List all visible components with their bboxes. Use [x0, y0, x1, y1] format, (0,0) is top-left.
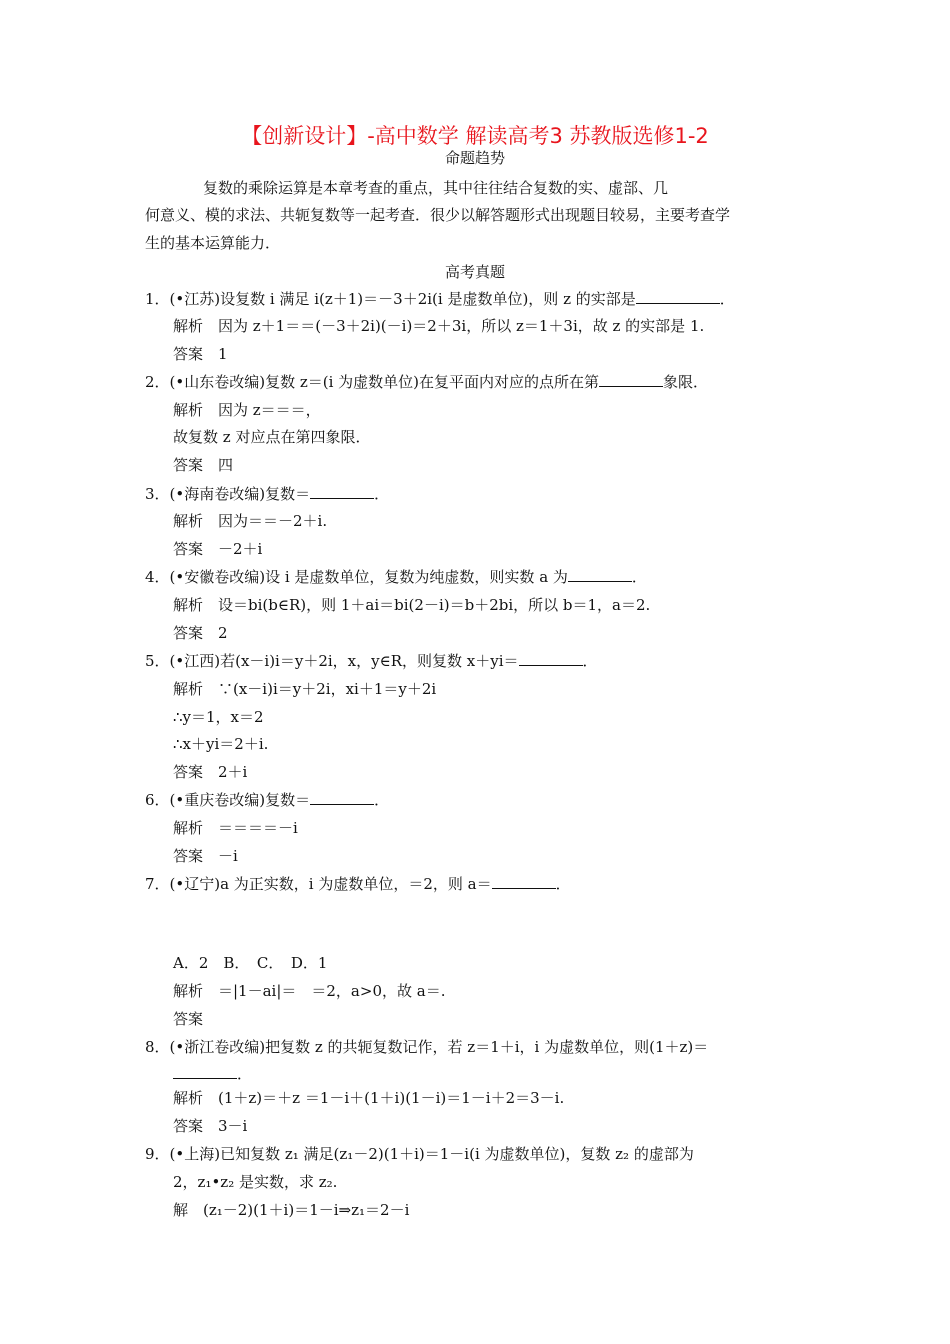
- choices-7: A．2 B． C． D．1: [173, 954, 328, 972]
- answer-blank: [310, 790, 374, 805]
- question-4: 4．(•安徽卷改编)设 i 是虚数单位，复数为纯虚数，则实数 a 为 ．: [145, 568, 647, 586]
- solution-6: 解析 ＝＝＝＝－i: [173, 819, 298, 837]
- question-2: 2．(•山东卷改编)复数 z＝(i 为虚数单位)在复平面内对应的点所在第 象限．: [145, 373, 709, 391]
- answer-5: 答案 2＋i: [173, 763, 248, 781]
- question-6: 6．(•重庆卷改编)复数＝ ．: [145, 791, 390, 809]
- question-8-line-2: ．: [173, 1064, 252, 1084]
- answer-2: 答案 四: [173, 456, 234, 474]
- section-heading-exam: 高考真题: [444, 263, 505, 281]
- question-9: 9．(•上海)已知复数 z₁ 满足(z₁－2)(1＋i)＝1－i(i 为虚数单位)，复数 z₂ 的虚部为: [145, 1145, 694, 1163]
- solution-5: 解析 ∵(x－i)i＝y＋2i，xi＋1＝y＋2i: [173, 680, 437, 698]
- solution-2: 解析 因为 z＝＝＝，: [173, 401, 321, 419]
- answer-blank: [492, 874, 556, 889]
- page-title: 【创新设计】-高中数学 解读高考3 苏教版选修1-2: [241, 124, 709, 148]
- question-8: 8．(•浙江卷改编)把复数 z 的共轭复数记作，若 z＝1＋i，i 为虚数单位，则(1＋z)＝: [145, 1038, 709, 1056]
- answer-6: 答案 －i: [173, 847, 238, 865]
- solution-5-line-2: ∴y＝1，x＝2: [173, 708, 264, 726]
- question-3: 3．(•海南卷改编)复数＝ ．: [145, 485, 390, 503]
- answer-1: 答案 1: [173, 345, 228, 363]
- answer-3: 答案 －2＋i: [173, 540, 263, 558]
- answer-blank: [636, 289, 720, 304]
- solution-7: 解析 ＝|1－ai|＝ ＝2，a>0，故 a＝.: [173, 982, 446, 1000]
- solution-9: 解 (z₁－2)(1＋i)＝1－i⇒z₁＝2－i: [173, 1201, 410, 1219]
- answer-4: 答案 2: [173, 624, 228, 642]
- intro-line-3: 生的基本运算能力．: [145, 234, 281, 252]
- solution-8: 解析 (1＋z)＝＋z ＝1－i＋(1＋i)(1－i)＝1－i＋2＝3－i.: [173, 1089, 565, 1107]
- question-1: 1．(•江苏)设复数 i 满足 i(z＋1)＝－3＋2i(i 是虚数单位)，则 z 的实部是 ．: [145, 290, 735, 308]
- answer-blank: [568, 567, 632, 582]
- answer-7: 答案: [173, 1010, 204, 1028]
- answer-blank: [173, 1064, 237, 1079]
- solution-4: 解析 设＝bi(b∈R)，则 1＋ai＝bi(2－i)＝b＋2bi，所以 b＝1，a＝2.: [173, 596, 651, 614]
- question-7: 7．(•辽宁)a 为正实数，i 为虚数单位，＝2，则 a＝ ．: [145, 875, 571, 893]
- solution-3: 解析 因为＝＝－2＋i.: [173, 512, 328, 530]
- solution-2-line-2: 故复数 z 对应点在第四象限．: [173, 428, 371, 446]
- intro-line-1: 复数的乘除运算是本章考查的重点，其中往往结合复数的实、虚部、几: [203, 179, 669, 197]
- solution-5-line-3: ∴x＋yi＝2＋i.: [173, 735, 269, 753]
- answer-8: 答案 3－i: [173, 1117, 248, 1135]
- intro-line-2: 何意义、模的求法、共轭复数等一起考查．很少以解答题形式出现题目较易，主要考查学: [145, 206, 731, 224]
- answer-blank: [599, 372, 663, 387]
- solution-1: 解析 因为 z＋1＝＝(－3＋2i)(－i)＝2＋3i，所以 z＝1＋3i，故 z 的实部是 1.: [173, 317, 705, 335]
- section-heading-trend: 命题趋势: [444, 149, 505, 167]
- answer-blank: [310, 484, 374, 499]
- question-9-line-2: 2，z₁•z₂ 是实数，求 z₂.: [173, 1173, 338, 1191]
- question-5: 5．(•江西)若(x－i)i＝y＋2i，x，y∈R，则复数 x＋yi＝ ．: [145, 652, 598, 670]
- answer-blank: [519, 651, 583, 666]
